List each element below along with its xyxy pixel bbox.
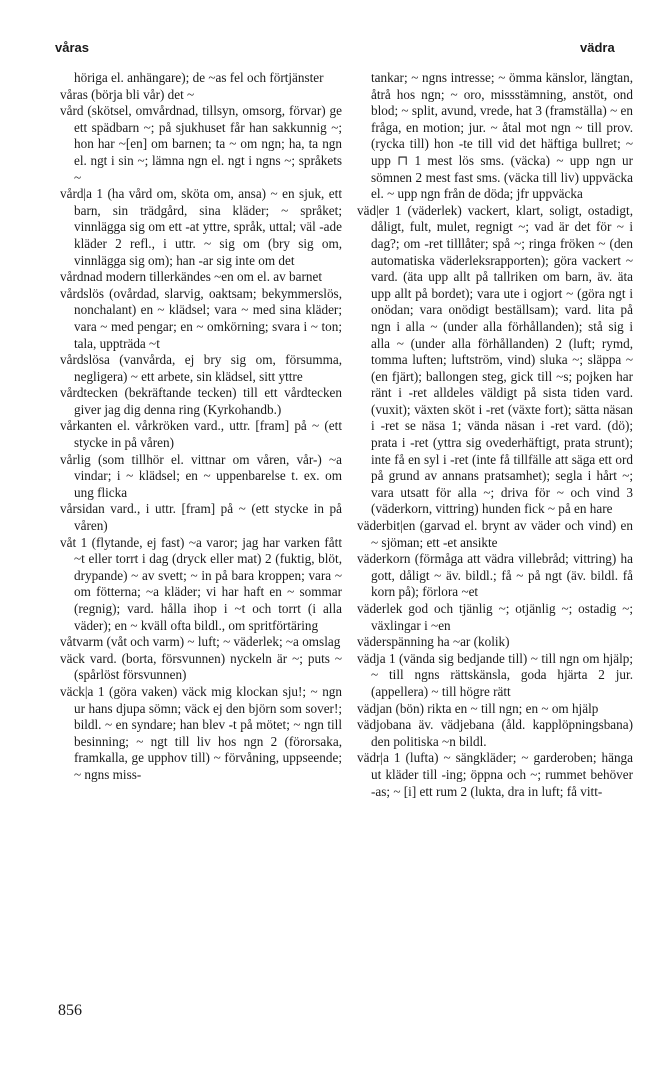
dictionary-entry: vårkanten el. vårkröken vard., uttr. [fram] på ~ (ett stycke in på våren) <box>60 418 342 451</box>
left-column <box>60 70 342 784</box>
dictionary-entry: vårsidan vard., i uttr. [fram] på ~ (ett stycke in på våren) <box>60 501 342 534</box>
dictionary-entry: väderspänning ha ~ar (kolik) <box>357 634 510 650</box>
dictionary-entry: höriga el. anhängare); de ~as fel och förtjänster <box>74 70 324 85</box>
dictionary-entry: vårdslös (ovårdad, slarvig, oaktsam; bekymmerslös, nonchalant) en ~ klädsel; vara ~ med sina kläder; vara ~ med pengar; en ~ omkörning; svara i ~ ton; tala, uppträda ~t <box>60 285 342 351</box>
dictionary-entry: vädjan (bön) rikta en ~ till ngn; en ~ om hjälp <box>357 700 599 716</box>
dictionary-entry: väck vard. (borta, försvunnen) nyckeln är ~; puts ~ (spårlöst försvunnen) <box>60 650 342 683</box>
page-number: 856 <box>58 1002 82 1019</box>
dictionary-entry: vädja 1 (vända sig bedjande till) ~ till ngn om hjälp; ~ till ngns rättskänsla, goda hjärta 2 jur. (appellera) ~ till högre rätt <box>357 650 633 699</box>
dictionary-entry: vädjobana äv. vädjebana (åld. kapplöpningsbana) den politiska ~n bildl. <box>357 717 633 749</box>
dictionary-entry: tankar; ~ ngns intresse; ~ ömma känslor, längtan, åtrå hos ngn; ~ oro, missstämning, anstöt, ond blod; ~ split, avund, vrede, hat 3 (framställa) ~ en fråga, en motion; jur. ~ åtal mot ngn ~ till prov. (rycka till) hon -te till vid det häftiga bullret; ~ upp ⊓ 1 mest lös sms. (väcka) ~ upp ngn ur sömnen 2 mest fast sms. (väcka till liv) uppväcka el. ~ upp ngn från de döda; jfr uppväcka <box>371 70 633 202</box>
dictionary-entry: väderlek god och tjänlig ~; otjänlig ~; ostadig ~; växlingar i ~en <box>357 601 633 633</box>
right-column <box>357 70 633 800</box>
dictionary-entry: väderbit|en (garvad el. brynt av väder och vind) en ~ sjöman; ett -et ansikte <box>357 518 633 550</box>
dictionary-entry: våt 1 (flytande, ej fast) ~a varor; jag har varken fått ~t eller torrt i dag (dryck eller mat) 2 (fuktig, blöt, drypande) ~ av svett; ~ in på bara kroppen; vara ~ om fötterna; ~a kläder; vi har haft en ~ sommar (regnig); vard. hålla ihop i ~t och torrt (i alla väder); en ~ kväll ofta bildl., om spritförtäring <box>60 534 342 633</box>
dictionary-entry: väd|er 1 (väderlek) vackert, klart, soligt, ostadigt, dåligt, fult, mulet, regnigt ~; vad är det för ~ i dag?; om -ret tilllåter; spå ~; ringa fröken ~ (den automatiska väderleksrapporten); göra vackert ~ vard. (äta upp allt på tallriken om barn, äv. äta upp allt på bordet); vara ute i ogjort ~ (göra ngt i onödan; vara onödigt beställsam); vard. lita på ngn i alla ~ (under alla förhållanden); stå sig i alla ~ (under alla förhållanden) 2 (luft; rymd, tomma luften; luftström, vind) sluka ~; släppa ~ (en fjärt); ballongen steg, gick till ~s; pojken har ränt i -ret alldeles väldigt på sista tiden vard. (vuxit); växten sköt i -ret (växte fort); sätta näsan i -ret se näsa 1; vända näsan i -ret vard. (dö); prata i -ret (yttra sig ovederhäftigt, prata strunt); inte få en syl i -ret (inte få tillfälle att säga ett ord på grund av annans pratsamhet); segla i hårt ~; vara utsatt för alla ~; driva för ~ och vind 3 (väderkorn, vittring) hunden fick ~ på en hare <box>357 202 633 517</box>
dictionary-entry: vädr|a 1 (lufta) ~ sängkläder; ~ garderoben; hänga ut kläder till -ing; öppna och ~; rummet behöver -as; ~ [i] ett rum 2 (lukta, dra in luft; få vitt- <box>357 750 633 799</box>
running-head-right: vädra <box>580 40 615 55</box>
dictionary-entry: vårlig (som tillhör el. vittnar om våren, vår-) ~a vindar; i ~ klädsel; en ~ uppenbarelse t. ex. om ung flicka <box>60 451 342 500</box>
dictionary-entry: väderkorn (förmåga att vädra villebråd; vittring) ha gott, dåligt ~ äv. bildl.; få ~ på ngt (äv. bildl. få korn på); förlora ~et <box>357 551 633 600</box>
dictionary-entry: vårdnad modern tillerkändes ~en om el. av barnet <box>60 269 322 285</box>
dictionary-entry: våtvarm (våt och varm) ~ luft; ~ väderlek; ~a omslag <box>60 634 341 650</box>
running-head-left: våras <box>55 40 89 55</box>
dictionary-entry: väck|a 1 (göra vaken) väck mig klockan sju!; ~ ngn ur hans djupa sömn; väck ej den björn som sover!; bildl. ~ en syndare; han blev -t på mötet; ~ ngn till besinning; ~ ngt till liv hos ngn 2 (förorsaka, framkalla, ge upphov till) ~ förvåning, uppseende; ~ ngns miss- <box>60 683 342 782</box>
dictionary-entry: våras (börja bli vår) det ~ <box>60 86 195 102</box>
dictionary-entry: vårdslösa (vanvårda, ej bry sig om, försumma, negligera) ~ ett arbete, sin klädsel, sitt yttre <box>60 352 342 384</box>
dictionary-entry: vård|a 1 (ha vård om, sköta om, ansa) ~ en sjuk, ett barn, sin trädgård, sina kläder; ~ språket; vinnlägga sig om ett -at yttre, språk, uttal; väl -ade kläder 2 refl., i uttr. ~ sig om (bry sig om, vinnlägga sig om); han -ar sig inte om det <box>60 186 342 268</box>
dictionary-entry: vårdtecken (bekräftande tecken) till ett vårdtecken giver jag dig denna ring (Kyrkohandb.) <box>60 385 342 417</box>
dictionary-entry: vård (skötsel, omvårdnad, tillsyn, omsorg, förvar) ge ett spädbarn ~; på sjukhuset får han sakkunnig ~; hon har ~[en] om barnen; ta ~ om ngn; ha, ta ngn el. ngt i sin ~; lämna ngn el. ngt i ngns ~; språkets ~ <box>60 103 342 185</box>
